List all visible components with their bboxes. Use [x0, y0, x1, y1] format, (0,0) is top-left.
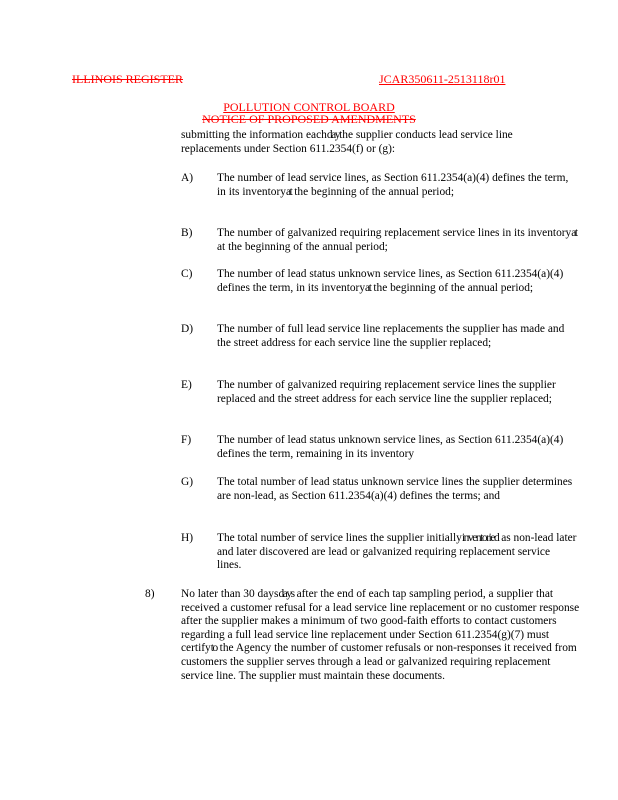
item-label: E): [181, 379, 192, 391]
item-label: H): [181, 532, 194, 544]
intro-text-1: submitting the information each: [181, 129, 327, 141]
illinois-register-header: ILLINOIS REGISTER: [72, 72, 183, 86]
item-text: The number of lead status unknown service lines, as Section 611.2354(a)(4) defines the term, in its inventoryat the beginning of the annual period;: [217, 268, 564, 294]
intro-paragraph: [181, 129, 561, 156]
item-text: The total number of lead status unknown service lines the supplier determines are non-lead, as Section 611.2354(a)(4) defines the terms; and: [217, 476, 573, 502]
pollution-control-board-heading: POLLUTION CONTROL BOARD: [223, 100, 395, 114]
jcar-identifier: JCAR350611-2513118r01: [379, 72, 506, 86]
item-label: D): [181, 323, 194, 335]
item-8-text: No later than 30 daysdays after the end of each tap sampling period, a supplier that received a customer refusal for a lead service line replacement or no customer response after the supplier makes a minimum of two good-faith efforts to contact customers regarding a full lead service line replacement under Section 611.2354(g)(7) must certifyto the Agency the number of customer refusals or non-responses it received from customers the supplier serves through a lead or galvanized requiring replacement service line. The supplier must maintain these documents.: [181, 588, 580, 682]
item-8-label: 8): [145, 588, 155, 600]
item-text: The total number of service lines the supplier initiallyinventoried as non-lead later and later discovered are lead or galvanized requiring replacement service lines.: [217, 532, 577, 572]
item-label: B): [181, 227, 193, 239]
item-text: The number of full lead service line replacements the supplier has made and the street address for each service line the supplier replaced;: [217, 323, 565, 349]
intro-text-2: the supplier conducts lead service line replacements under Section 611.2354(f) or (g):: [181, 129, 513, 155]
item-label: A): [181, 172, 194, 184]
item-label: G): [181, 476, 194, 488]
notice-heading: NOTICE OF PROPOSED AMENDMENTS: [202, 112, 416, 126]
item-text: The number of galvanized requiring replacement service lines in its inventoryat at the beginning of the annual period;: [217, 227, 577, 253]
item-label: F): [181, 434, 192, 446]
intro-overlap-1: day: [326, 129, 340, 141]
item-text: The number of galvanized requiring replacement service lines the supplier replaced and the street address for each service line the supplier replaced;: [217, 379, 556, 405]
item-label: C): [181, 268, 193, 280]
item-text: The number of lead service lines, as Section 611.2354(a)(4) defines the term, in its inventoryat the beginning of the annual period;: [217, 172, 569, 198]
item-text: The number of lead status unknown service lines, as Section 611.2354(a)(4) defines the term, remaining in its inventory: [217, 434, 564, 460]
